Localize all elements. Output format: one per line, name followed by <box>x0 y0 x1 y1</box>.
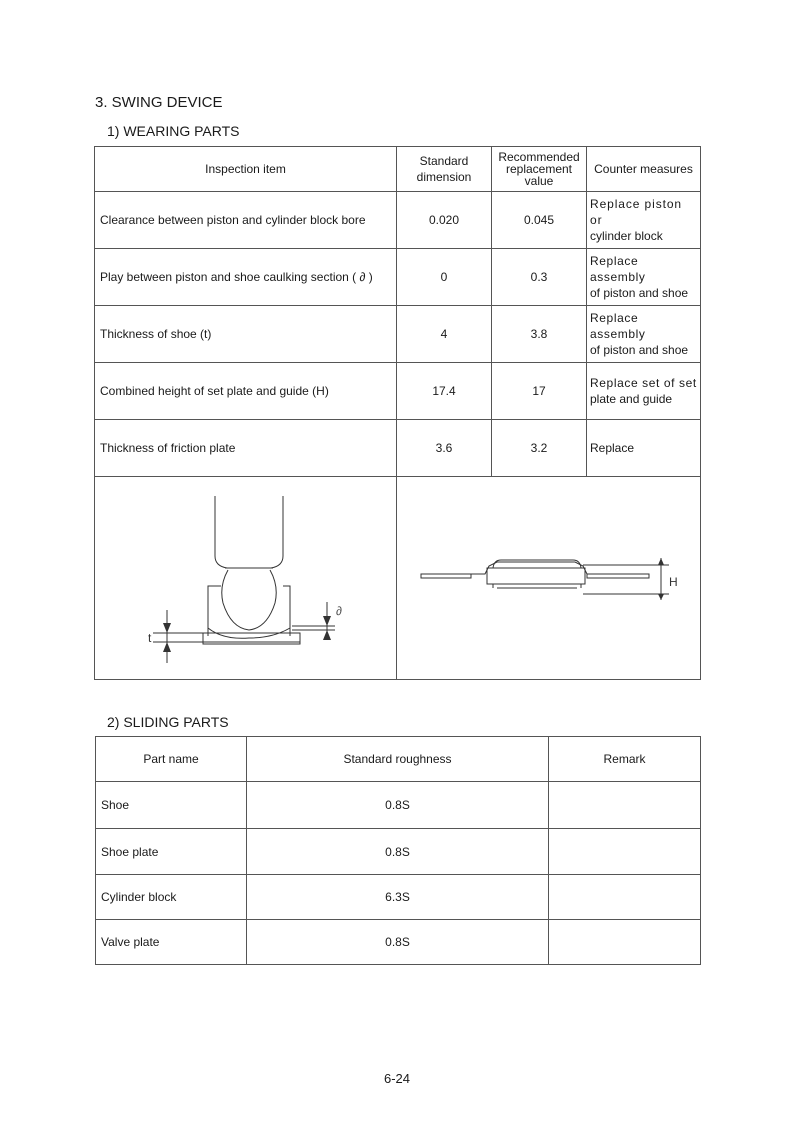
diagram-row <box>95 477 701 680</box>
recommended-value: 3.2 <box>492 420 587 477</box>
table-row <box>96 920 701 965</box>
table-row <box>95 249 701 306</box>
sliding-parts-title: 2) SLIDING PARTS <box>107 714 229 730</box>
remark <box>549 920 701 965</box>
table-row <box>95 192 701 249</box>
part-name: Shoe plate <box>96 829 247 875</box>
remark <box>549 782 701 829</box>
sliding-parts-table <box>95 736 701 965</box>
table-row <box>95 306 701 363</box>
table-row <box>96 782 701 829</box>
roughness-value: 6.3S <box>247 875 549 920</box>
header-remark: Remark <box>549 737 701 782</box>
recommended-value: 0.045 <box>492 192 587 249</box>
wearing-parts-title: 1) WEARING PARTS <box>107 123 240 139</box>
table-row <box>95 363 701 420</box>
counter-measure: Replace <box>587 420 701 477</box>
counter-measure: Replace piston or cylinder block <box>587 192 701 249</box>
sliding-header-row <box>96 737 701 782</box>
standard-value: 17.4 <box>397 363 492 420</box>
set-plate-guide-diagram-cell <box>397 477 701 680</box>
set-plate-guide-diagram <box>397 478 699 679</box>
part-name: Cylinder block <box>96 875 247 920</box>
part-name: Shoe <box>96 782 247 829</box>
standard-value: 3.6 <box>397 420 492 477</box>
roughness-value: 0.8S <box>247 829 549 875</box>
remark <box>549 829 701 875</box>
roughness-value: 0.8S <box>247 782 549 829</box>
remark <box>549 875 701 920</box>
inspection-item: Thickness of shoe (t) <box>95 306 397 363</box>
counter-measure: Replace assembly of piston and shoe <box>587 249 701 306</box>
counter-measure: Replace assembly of piston and shoe <box>587 306 701 363</box>
inspection-item: Combined height of set plate and guide (H) <box>95 363 397 420</box>
roughness-value: 0.8S <box>247 920 549 965</box>
part-name: Valve plate <box>96 920 247 965</box>
wearing-parts-table <box>94 146 701 680</box>
standard-value: 0 <box>397 249 492 306</box>
table-row <box>96 829 701 875</box>
header-standard-roughness: Standard roughness <box>247 737 549 782</box>
header-recommended-value: Recommended replacement value <box>492 147 587 192</box>
header-part-name: Part name <box>96 737 247 782</box>
piston-shoe-diagram-cell <box>95 477 397 680</box>
section-title: 3. SWING DEVICE <box>95 94 223 111</box>
standard-value: 0.020 <box>397 192 492 249</box>
page-number: 6-24 <box>383 1071 411 1086</box>
piston-shoe-diagram <box>95 478 395 679</box>
counter-measure: Replace set of set plate and guide <box>587 363 701 420</box>
recommended-value: 0.3 <box>492 249 587 306</box>
H-label: H <box>669 574 678 589</box>
delta-label: ∂ <box>336 603 342 618</box>
inspection-item: Play between piston and shoe caulking section ( ∂ ) <box>95 249 397 306</box>
header-inspection-item: Inspection item <box>95 147 397 192</box>
header-counter-measures: Counter measures <box>587 147 701 192</box>
recommended-value: 17 <box>492 363 587 420</box>
inspection-item: Thickness of friction plate <box>95 420 397 477</box>
t-label: t <box>148 630 152 645</box>
table-row <box>95 420 701 477</box>
recommended-value: 3.8 <box>492 306 587 363</box>
table-row <box>96 875 701 920</box>
header-standard-dimension: Standard dimension <box>397 147 492 192</box>
wearing-header-row <box>95 147 701 192</box>
inspection-item: Clearance between piston and cylinder block bore <box>95 192 397 249</box>
standard-value: 4 <box>397 306 492 363</box>
